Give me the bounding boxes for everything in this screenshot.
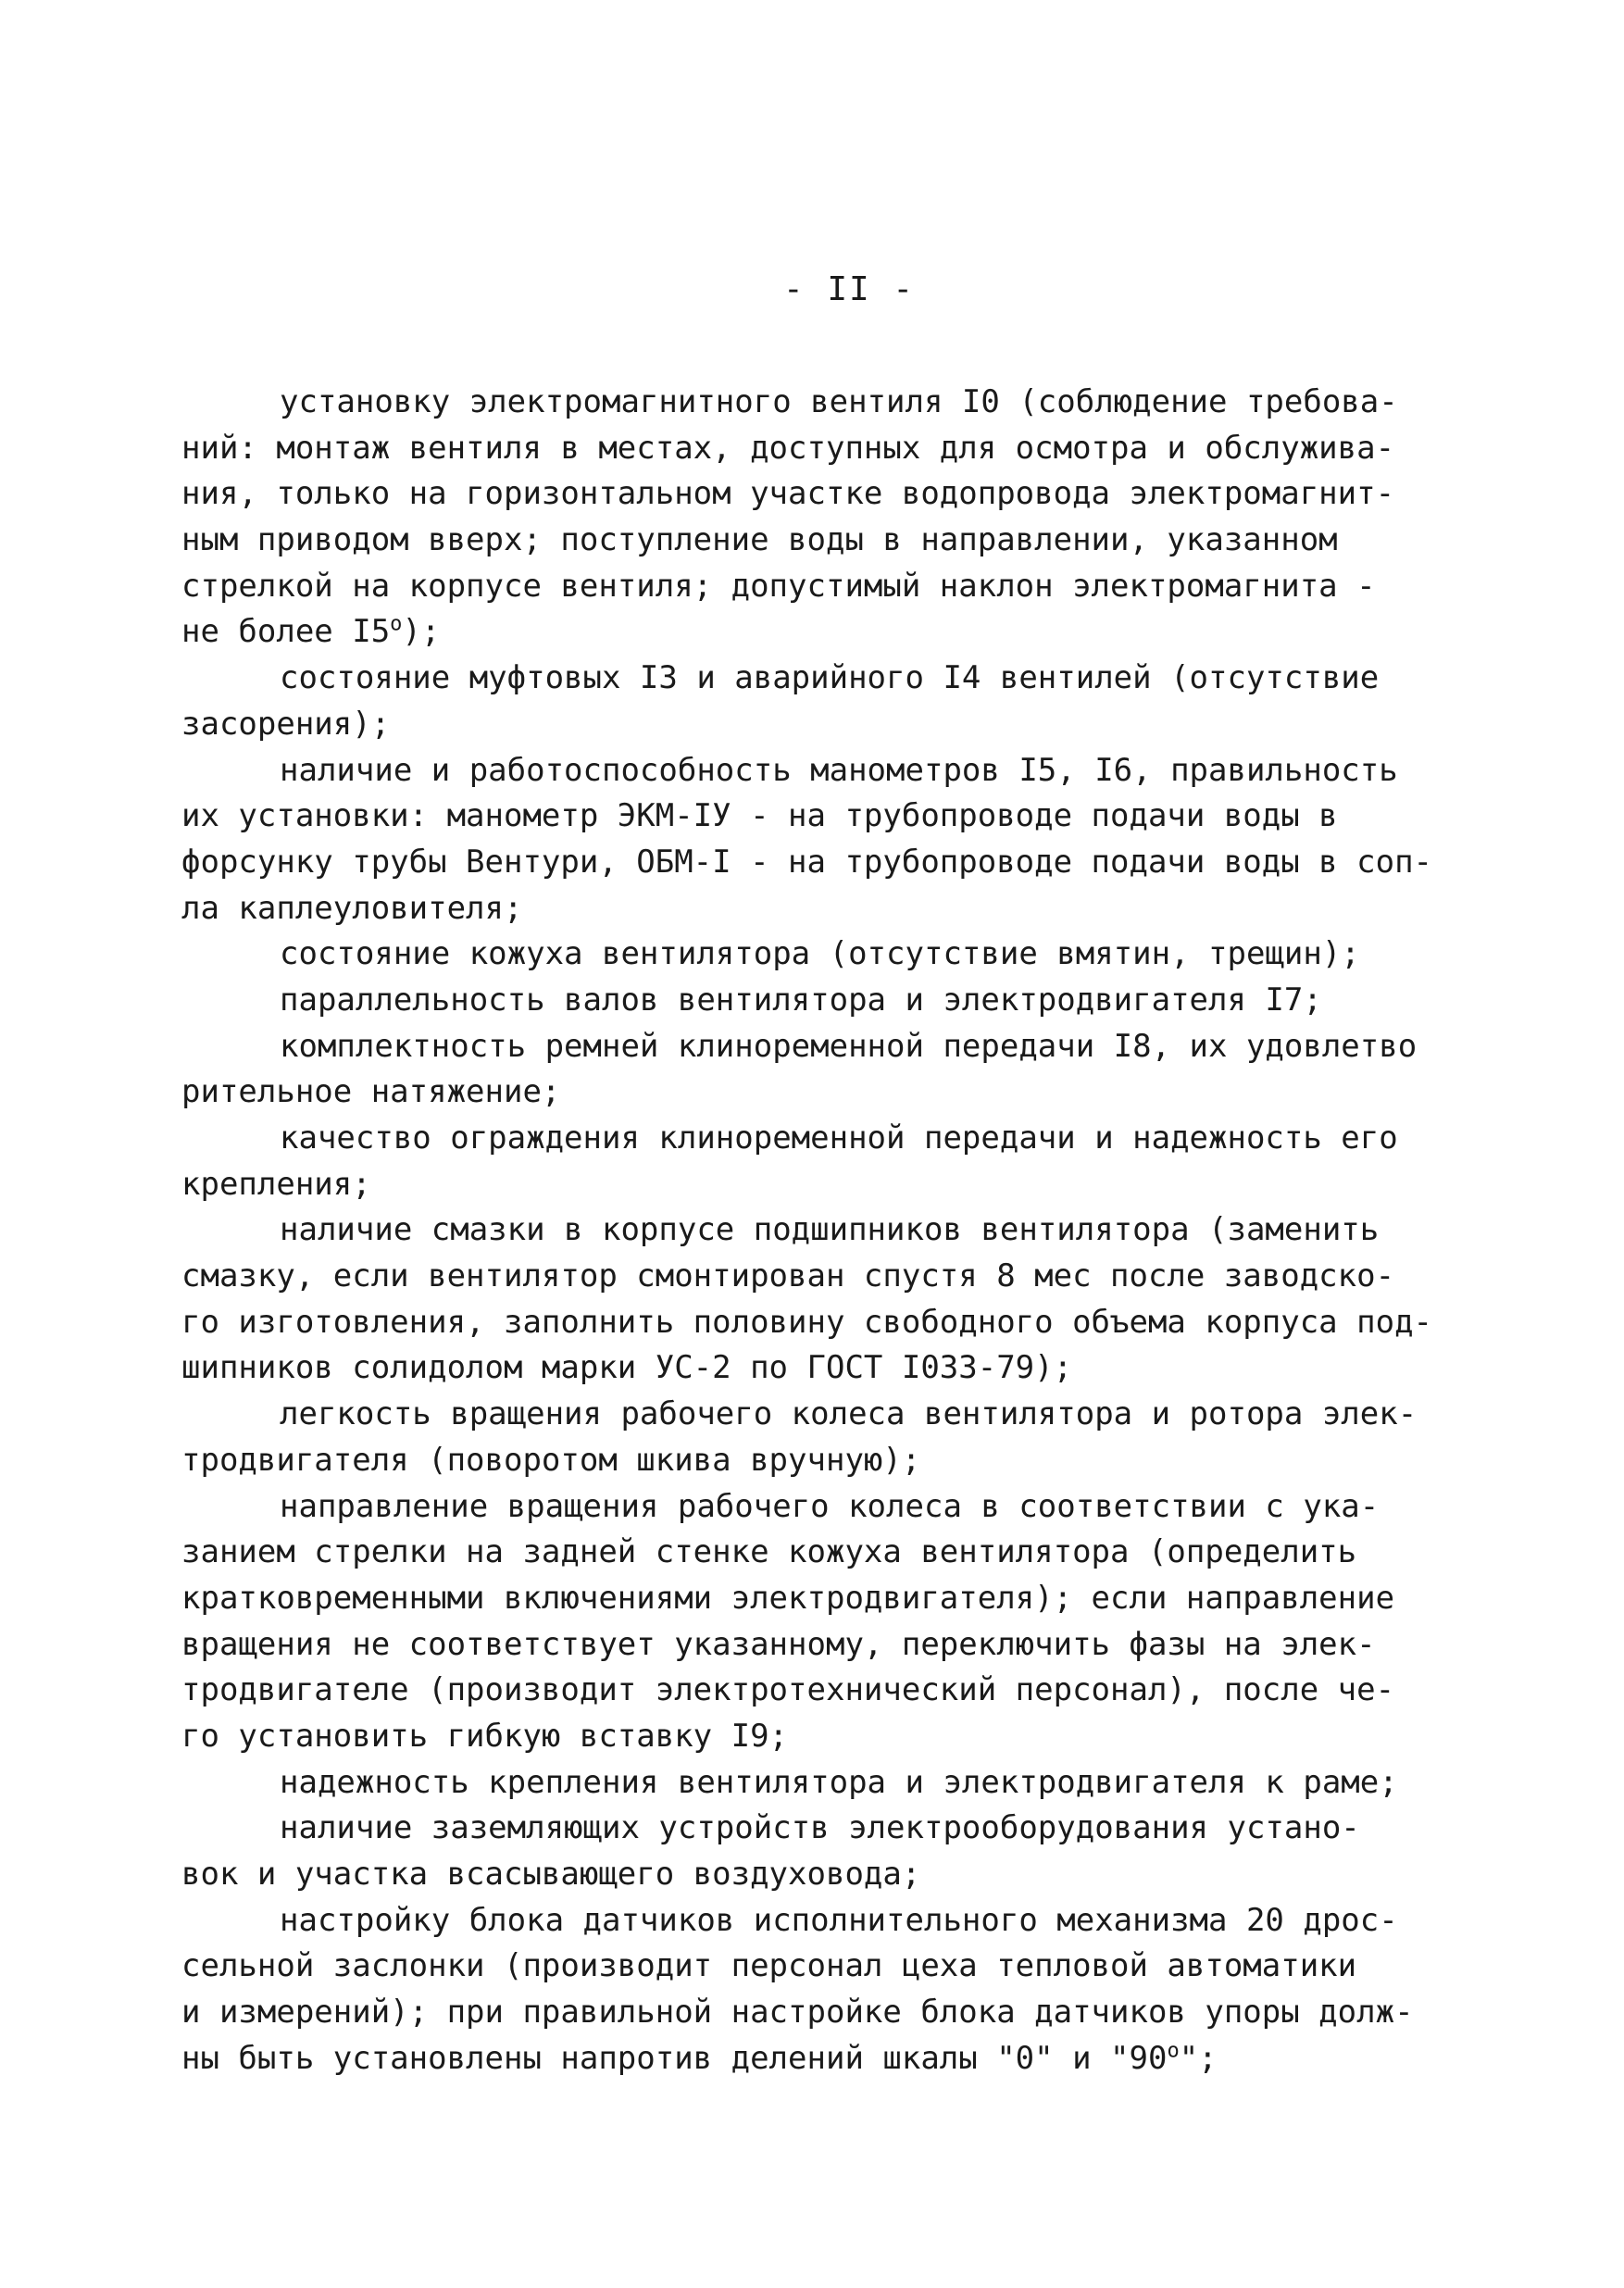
text-line xyxy=(181,1530,1478,1576)
line-text: смазку, если вентилятор смонтирован спустя 8 мес после заводско- xyxy=(181,1257,1395,1295)
text-line xyxy=(181,1898,1478,1944)
line-text: шипников солидолом марки УС-2 по ГОСТ I033-79); xyxy=(181,1349,1073,1387)
text-line xyxy=(181,1116,1478,1162)
line-text: занием стрелки на задней стенке кожуха вентилятора (определить xyxy=(181,1533,1357,1571)
line-text: тродвигателе (производит электротехнический персонал), после че- xyxy=(181,1671,1395,1709)
line-text: легкость вращения рабочего колеса вентилятора и ротора элек- xyxy=(280,1395,1418,1433)
line-text: надежность крепления вентилятора и электродвигателя к раме; xyxy=(280,1763,1398,1801)
superscript-degree: o xyxy=(1167,2039,1180,2063)
line-text: засорения); xyxy=(181,705,391,743)
line-text-tail: ); xyxy=(402,613,441,651)
line-text: не более I5 xyxy=(181,613,391,651)
text-line xyxy=(181,609,1478,656)
text-line xyxy=(181,1944,1478,1990)
line-text: тродвигателя (поворотом шкива вручную); xyxy=(181,1441,921,1479)
text-line xyxy=(181,471,1478,518)
text-line xyxy=(181,1622,1478,1669)
line-text: качество ограждения клиноременной передачи и надежность его xyxy=(280,1119,1398,1157)
text-line xyxy=(181,1806,1478,1852)
text-line xyxy=(181,978,1478,1024)
text-line xyxy=(181,1345,1478,1392)
text-line xyxy=(181,1207,1478,1254)
text-line xyxy=(181,1392,1478,1438)
text-line xyxy=(181,656,1478,702)
line-text: ний: монтаж вентиля в местах, доступных для осмотра и обслужива- xyxy=(181,429,1395,467)
line-text: направление вращения рабочего колеса в соответствии с ука- xyxy=(280,1487,1380,1525)
text-line xyxy=(181,1438,1478,1484)
line-text: крепления; xyxy=(181,1165,371,1203)
text-line xyxy=(181,380,1478,426)
line-text: настройку блока датчиков исполнительного механизма 20 дрос- xyxy=(280,1901,1398,1939)
line-text: их установки: манометр ЭКМ-IУ - на трубопроводе подачи воды в xyxy=(181,797,1338,835)
text-line xyxy=(181,702,1478,748)
line-text: сельной заслонки (производит персонал цеха тепловой автоматики xyxy=(181,1947,1357,1985)
superscript-degree: o xyxy=(390,613,403,637)
line-text-tail: "; xyxy=(1179,2039,1218,2077)
text-line xyxy=(181,1254,1478,1300)
text-line xyxy=(181,1576,1478,1622)
page-number: - II - xyxy=(782,270,916,308)
line-text: го установить гибкую вставку I9; xyxy=(181,1717,789,1755)
line-text: форсунку трубы Вентури, ОБМ-I - на трубопроводе подачи воды в соп- xyxy=(181,843,1433,881)
text-line xyxy=(181,886,1478,932)
line-text: вращения не соответствует указанному, переключить фазы на элек- xyxy=(181,1625,1376,1663)
line-text: наличие смазки в корпусе подшипников вентилятора (заменить xyxy=(280,1211,1380,1249)
text-line xyxy=(181,1024,1478,1070)
line-text: состояние кожуха вентилятора (отсутствие вмятин, трещин); xyxy=(280,935,1360,973)
text-line xyxy=(181,1760,1478,1807)
line-text: наличие заземляющих устройств электрооборудования устано- xyxy=(280,1809,1360,1847)
text-line xyxy=(181,426,1478,472)
text-line xyxy=(181,1300,1478,1346)
text-line xyxy=(181,931,1478,978)
text-line xyxy=(181,518,1478,564)
text-line xyxy=(181,1484,1478,1531)
line-text: стрелкой на корпусе вентиля; допустимый наклон электромагнита - xyxy=(181,567,1376,605)
line-text: установку электромагнитного вентиля I0 (соблюдение требова- xyxy=(280,383,1398,420)
line-text: го изготовления, заполнить половину свободного объема корпуса под- xyxy=(181,1303,1433,1341)
text-line xyxy=(181,1852,1478,1898)
line-text: ла каплеуловителя; xyxy=(181,889,523,927)
line-text: ния, только на горизонтальном участке водопровода электромагнит- xyxy=(181,475,1395,513)
line-text: ны быть установлены напротив делений шкалы "0" и "90 xyxy=(181,2039,1168,2077)
text-line xyxy=(181,564,1478,610)
text-line xyxy=(181,2036,1478,2082)
line-text: состояние муфтовых I3 и аварийного I4 вентилей (отсутствие xyxy=(280,659,1380,697)
text-line xyxy=(181,1990,1478,2036)
line-text: ным приводом вверх; поступление воды в направлении, указанном xyxy=(181,521,1338,559)
line-text: кратковременными включениями электродвигателя); если направление xyxy=(181,1579,1395,1617)
text-line xyxy=(181,1069,1478,1116)
line-text: рительное натяжение; xyxy=(181,1073,561,1111)
text-line xyxy=(181,840,1478,886)
text-line xyxy=(181,1162,1478,1208)
text-line xyxy=(181,748,1478,794)
line-text: параллельность валов вентилятора и электродвигателя I7; xyxy=(280,981,1322,1019)
line-text: и измерений); при правильной настройке блока датчиков упоры долж- xyxy=(181,1994,1414,2032)
line-text: наличие и работоспособность манометров I5, I6, правильность xyxy=(280,751,1398,789)
line-text: вок и участка всасывающего воздуховода; xyxy=(181,1856,921,1893)
text-line xyxy=(181,1668,1478,1714)
text-line xyxy=(181,794,1478,840)
text-line xyxy=(181,1714,1478,1760)
line-text: комплектность ремней клиноременной передачи I8, их удовлетво xyxy=(280,1027,1418,1065)
body-text xyxy=(181,380,1478,2082)
